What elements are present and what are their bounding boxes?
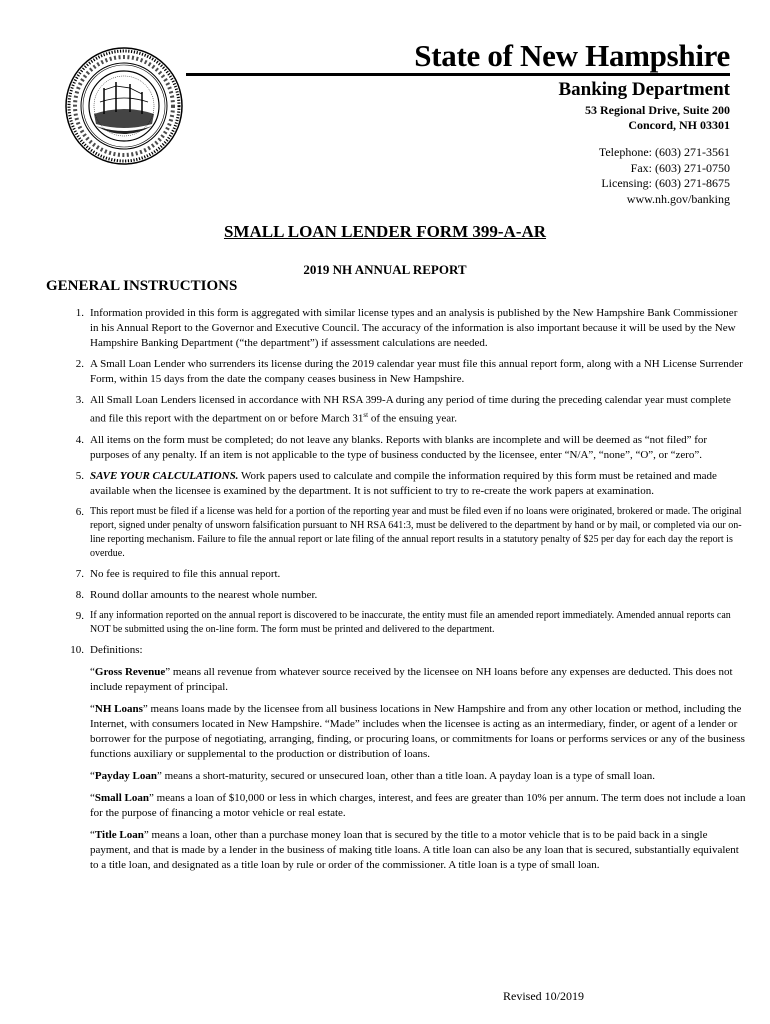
state-name: State of New Hampshire [414, 38, 730, 73]
item-text: This report must be filed if a license was held for a portion of the reporting year and must be filed even if no loans were originated, brokered or made. The original report, signed under penalty of unsworn falsification pursuant to NH RSA 641:3, must be delivered to the department by hand or by mail, or completed via our on-line reporting mechanism. Failure to file the annual report or late filing of the annual report results in a statutory penalty of $25 per day for each day the report is overdue. [90, 505, 742, 559]
address-line2: Concord, NH 03301 [628, 118, 730, 132]
definitions-list [90, 665, 748, 873]
item-emphasis: SAVE YOUR CALCULATIONS. [90, 469, 239, 482]
instruction-item [75, 567, 748, 582]
address-block [585, 103, 730, 133]
address-line1: 53 Regional Drive, Suite 200 [585, 103, 730, 117]
definition-nh-loans: “NH Loans” means loans made by the licensee from all business locations in New Hampshire and from any other location or method, including the Internet, with consumers located in New Hampshire. “Made” includes when the licensee is acting as an intermediary, finder, or agent of a lender or borrower for the purpose of negotiating, arranging, finding, or procuring loans, or commitments for loans or performs services or any of the business functions auxiliary or supplemental to the production or distribution of loans. [90, 702, 745, 760]
item-number: 9. [75, 609, 84, 622]
item-number: 3. [75, 394, 84, 406]
instruction-item [75, 469, 748, 499]
instruction-item [70, 643, 748, 873]
department-name: Banking Department [558, 79, 730, 100]
contact-block [599, 145, 730, 207]
item-text: Round dollar amounts to the nearest whole number. [90, 588, 318, 601]
item-number: 5. [75, 469, 84, 482]
form-title: SMALL LOAN LENDER FORM 399-A-AR [223, 222, 547, 241]
instruction-item [75, 306, 748, 351]
item-number: 8. [75, 588, 84, 601]
item-text: If any information reported on the annual report is discovered to be inaccurate, the entity must file an amended report immediately. Amended annual reports can NOT be submitted using the on-line form. The form must be printed and delivered to the department. [90, 609, 731, 635]
item-number: 4. [75, 433, 84, 446]
definition-term: Payday Loan [94, 769, 157, 782]
definition-term: Title Loan [94, 828, 144, 841]
item-text: Information provided in this form is aggregated with similar license types and an analysis is published by the New Hampshire Bank Commissioner in his Annual Report to the Governor and Executive Council. The accuracy of the information is also important because it will be used by the New Hampshire Banking Department (“the department”) if assessment calculations are needed. [90, 307, 738, 349]
instruction-item [75, 433, 748, 463]
fax: Fax: (603) 271-0750 [630, 160, 730, 175]
item-text: Definitions: [90, 643, 143, 656]
item-number: 1. [75, 307, 84, 319]
website: www.nh.gov/banking [626, 191, 730, 206]
instructions-list [70, 306, 748, 879]
item-number: 2. [75, 358, 84, 370]
licensing-phone: Licensing: (603) 271-8675 [601, 176, 730, 190]
instruction-item [75, 357, 748, 387]
section-title: GENERAL INSTRUCTIONS [46, 278, 238, 294]
definition-text: means loans made by the licensee from all business locations in New Hampshire and from any other location or method, including the Internet, with consumers located in New Hampshire. “Made” includes when the licensee is acting as an intermediary, finder, or agent of a lender or borrower for the purpose of negotiating, arranging, finding, or procuring loans, or commitments for loans or performs services or any of the business functions auxiliary or supplemental to the production or distribution of loans. [90, 702, 745, 760]
definition-small-loan: “Small Loan” means a loan of $10,000 or less in which charges, interest, and fees are greater than 10% per annum. The term does not include a loan for the purpose of financing a motor vehicle or real estate. [90, 791, 746, 819]
item-text: A Small Loan Lender who surrenders its license during the 2019 calendar year must file this annual report form, along with a NH License Surrender Form, within 15 days from the date the company ceases business in New Hampshire. [90, 358, 743, 385]
definition-term: Small Loan [94, 791, 149, 804]
item-number: 10. [70, 643, 84, 656]
definition-text: means all revenue from whatever source received by the licensee on NH loans before any expenses are deducted. This does not include repayment of principal. [90, 665, 733, 693]
revised-date: Revised 10/2019 [503, 989, 584, 1003]
definition-term: Gross Revenue [94, 665, 166, 678]
instruction-item [75, 609, 748, 637]
telephone: Telephone: (603) 271-3561 [598, 145, 730, 159]
definition-gross-revenue: “Gross Revenue” means all revenue from whatever source received by the licensee on NH loans before any expenses are deducted. This does not include repayment of principal. [90, 665, 733, 693]
item-text: Work papers used to calculate and compile the information required by this form must be retained and made available when the licensee is examined by the department. It is not sufficient to try to re-create the work papers at examination. [90, 469, 717, 497]
definition-term: NH Loans [94, 702, 143, 715]
instruction-item [75, 505, 748, 561]
definition-text: means a short-maturity, secured or unsecured loan, other than a title loan. A payday loan is a type of small loan. [161, 769, 656, 782]
item-text: No fee is required to file this annual report. [90, 567, 281, 580]
item-number: 7. [75, 567, 84, 580]
item-text: All items on the form must be completed; do not leave any blanks. Reports with blanks are incomplete and will be deemed as “not filed” for purposes of any penalty. If an item is not applicable to the type of business conducted by the licensee, enter “N/A”, “none”, “O”, or “zero”. [90, 433, 708, 461]
definition-title-loan: “Title Loan” means a loan, other than a purchase money loan that is secured by the title to a motor vehicle that is to be paid back in a single payment, and that is made by a lender in the business of making title loans. A title loan can also be any loan that is secured, substantially equivalent to a title loan, and designated as a title loan by rule or order of the commissioner. A title loan is a type of small loan. [90, 828, 739, 871]
nh-state-seal-icon [64, 46, 184, 166]
definition-payday-loan: “Payday Loan” means a short-maturity, secured or unsecured loan, other than a title loan. A payday loan is a type of small loan. [90, 769, 656, 782]
item-text-tail: of the ensuing year. [368, 412, 457, 425]
instruction-item [75, 393, 748, 427]
superscript: st [363, 411, 369, 419]
instruction-item [75, 588, 748, 603]
definition-text: means a loan of $10,000 or less in which charges, interest, and fees are greater than 10% per annum. The term does not include a loan for the purpose of financing a motor vehicle or real estate. [90, 791, 746, 819]
item-text: All Small Loan Lenders licensed in accordance with NH RSA 399-A during any period of time during the preceding calendar year must complete and file this report with the department on or before March 31 [90, 394, 731, 425]
definition-text: means a loan, other than a purchase money loan that is secured by the title to a motor vehicle that is to be paid back in a single payment, and that is made by a lender in the business of making title loans. A title loan can also be any loan that is secured, substantially equivalent to a title loan, and designated as a title loan by rule or order of the commissioner. A title loan is a type of small loan. [90, 828, 739, 871]
report-title: 2019 NH ANNUAL REPORT [303, 262, 467, 277]
item-number: 6. [75, 505, 84, 518]
